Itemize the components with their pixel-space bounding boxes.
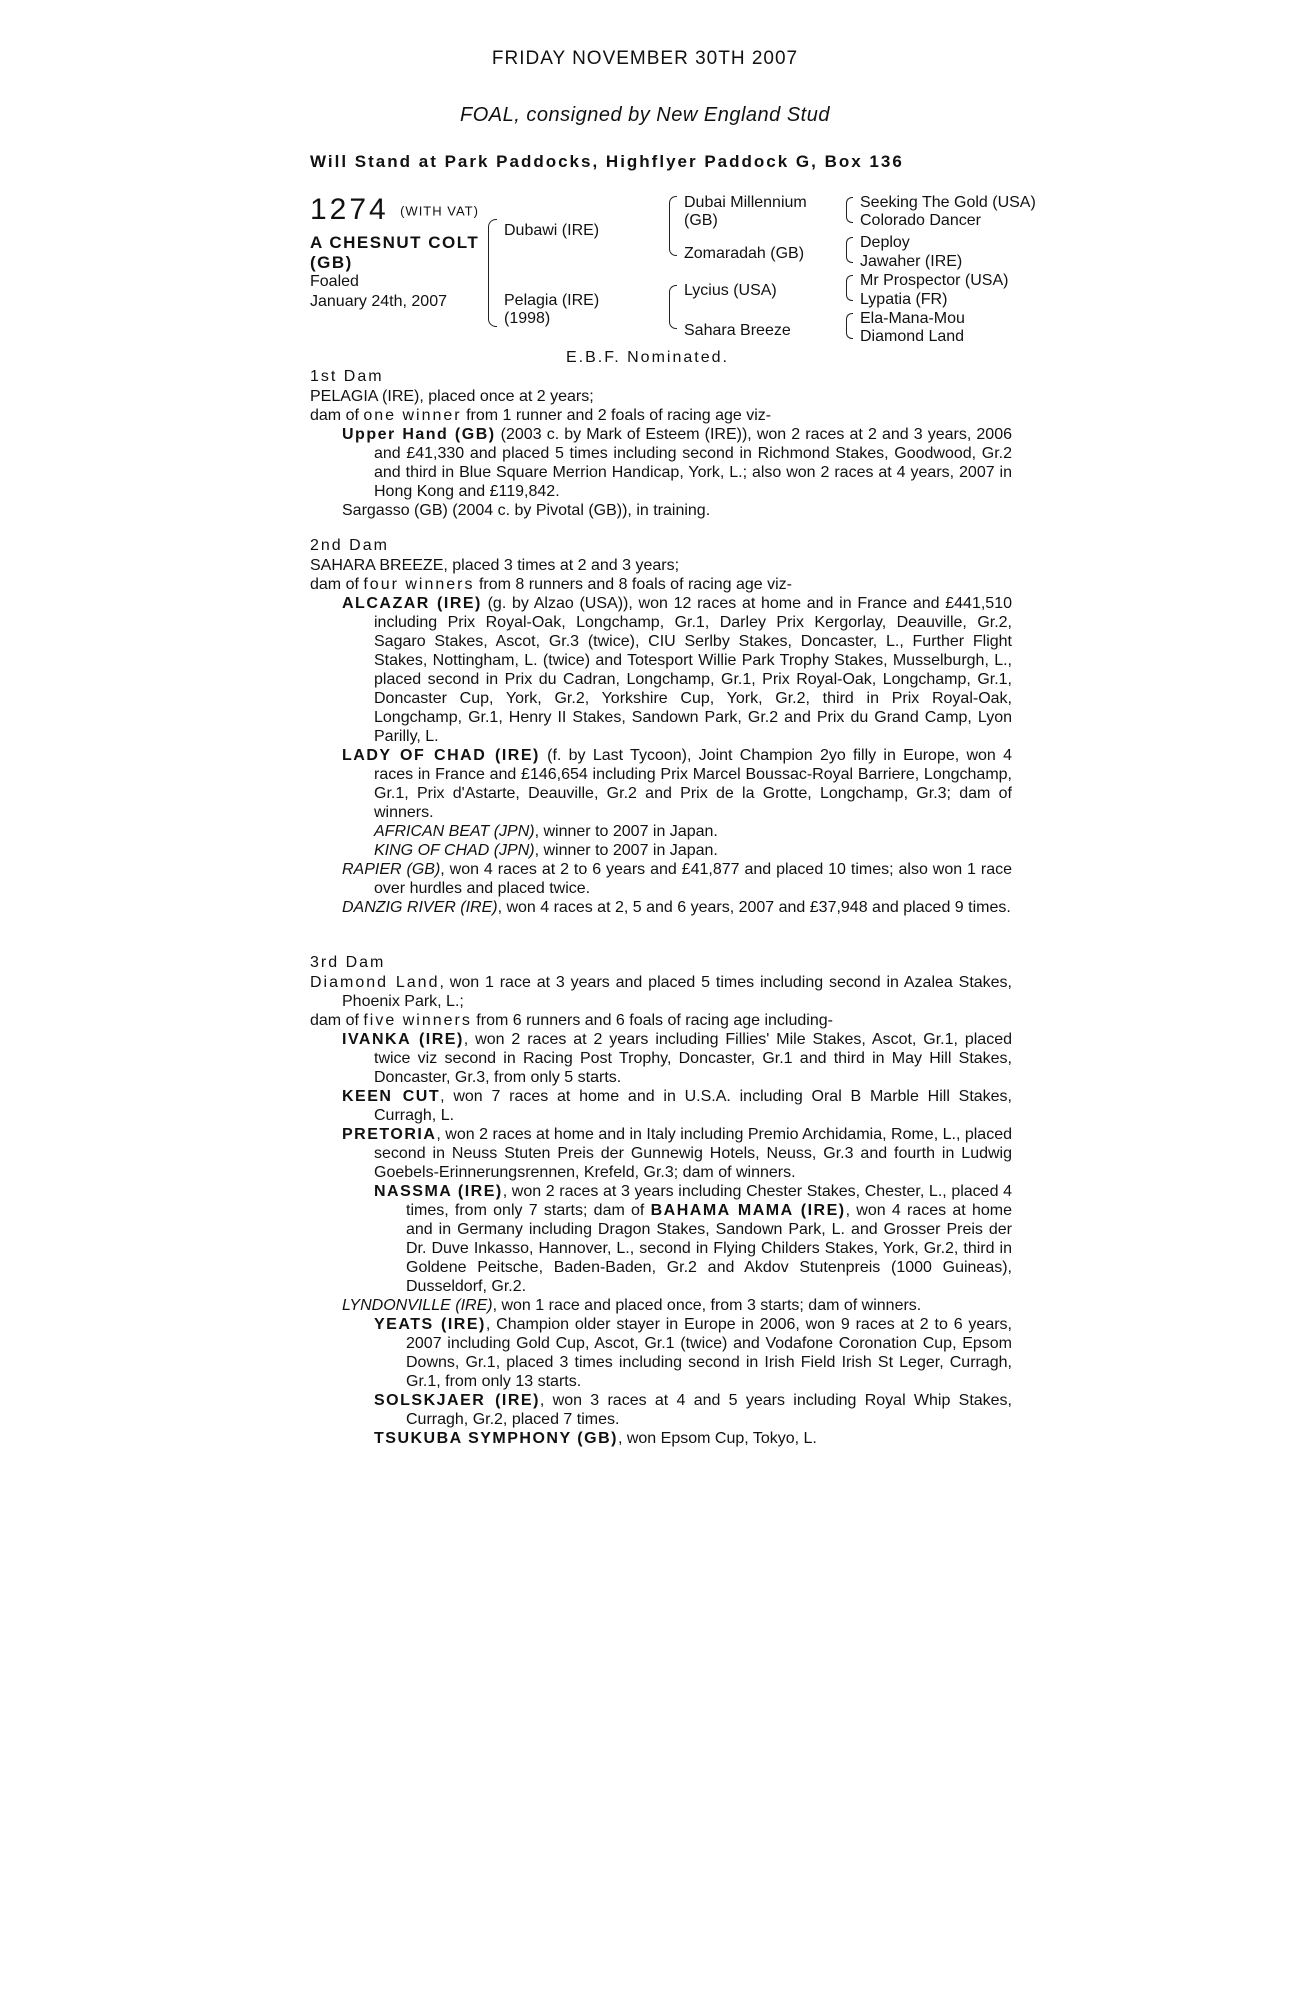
pedigree-dam-dam: Sahara Breeze bbox=[684, 322, 791, 339]
pedigree-sire: Dubawi (IRE) bbox=[504, 222, 600, 239]
third-dam-heading: 3rd Dam bbox=[310, 954, 386, 971]
third-dam-progeny-4a: YEATS (IRE), Champion older stayer in Europe in 2006, won 9 races at 2 to 6 years, 2007 including Gold Cup, Ascot, Gr.1 (twice) and Vodafone Coronation Cup, Epsom Downs, Gr.1, placed 3 times including second in Irish Field Irish St Leger, Curragh, Gr.1, from only 13 starts. bbox=[374, 1316, 1013, 1390]
first-dam-line1: PELAGIA (IRE), placed once at 2 years; bbox=[310, 388, 594, 405]
second-dam-progeny-3: RAPIER (GB), won 4 races at 2 to 6 years and £41,877 and placed 10 times; also won 1 race over hurdles and placed twice. bbox=[342, 861, 1013, 897]
second-dam-progeny-2b: KING OF CHAD (JPN), winner to 2007 in Japan. bbox=[374, 842, 718, 859]
second-dam-progeny-2: LADY OF CHAD (IRE) (f. by Last Tycoon), Joint Champion 2yo filly in Europe, won 4 races in France and £146,654 including Prix Marcel Boussac-Royal Barriere, Longchamp, Gr.1, Prix d'Astarte, Deauville, Gr.2 and Prix de la Grotte, Longchamp, Gr.3; dam of winners. bbox=[342, 747, 1012, 821]
pedigree-dds: Ela-Mana-Mou bbox=[860, 310, 965, 327]
lot-number-value: 1274 bbox=[310, 193, 389, 226]
pedigree-brace-main bbox=[488, 219, 497, 327]
pedigree-dam-sire: Lycius (USA) bbox=[684, 282, 777, 299]
pedigree-dss: Mr Prospector (USA) bbox=[860, 272, 1009, 289]
pedigree-dsd: Lypatia (FR) bbox=[860, 291, 948, 308]
pedigree-brace-sire bbox=[669, 196, 677, 256]
pedigree-sire-dam: Zomaradah (GB) bbox=[684, 245, 805, 262]
third-dam-progeny-2: KEEN CUT, won 7 races at home and in U.S.A. including Oral B Marble Hill Stakes, Curragh, L. bbox=[342, 1088, 1013, 1124]
second-dam-progeny-4: DANZIG RIVER (IRE), won 4 races at 2, 5 and 6 years, 2007 and £37,948 and placed 9 times. bbox=[342, 899, 1011, 916]
second-dam-progeny-1: ALCAZAR (IRE) (g. by Alzao (USA)), won 12 races at home and in France and £441,510 including Prix Royal-Oak, Longchamp, Gr.1, Darley Prix Kergorlay, Deauville, Gr.2, Sagaro Stakes, Ascot, Gr.3 (twice), CIU Serlby Stakes, Doncaster, L., Further Flight Stakes, Nottingham, L. (twice) and Totesport Willie Park Trophy Stakes, Musselburgh, L., placed second in Prix du Cadran, Longchamp, Gr.1, Prix Royal-Oak, Longchamp, Gr.1, Doncaster Cup, York, Gr.2, Yorkshire Cup, York, Gr.2, third in Prix Royal-Oak, Longchamp, Gr.1, Henry II Stakes, Sandown Park, Gr.2 and Prix du Grand Camp, Lyon Parilly, L. bbox=[342, 595, 1012, 745]
second-dam-heading: 2nd Dam bbox=[310, 537, 389, 554]
first-dam-summary: dam of one winner from 1 runner and 2 foals of racing age viz- bbox=[310, 407, 772, 424]
pedigree-brace-3b bbox=[846, 237, 853, 263]
pedigree-brace-3d bbox=[846, 313, 853, 339]
ebf-nominated: E.B.F. Nominated. bbox=[566, 349, 729, 366]
third-dam-progeny-3a: NASSMA (IRE), won 2 races at 3 years including Chester Stakes, Chester, L., placed 4 times, from only 7 starts; dam of BAHAMA MAMA (IRE), won 4 races at home and in Germany including Dragon Stakes, Sandown Park, L. and Grosser Preis der Dr. Duve Inkasso, Hannover, L., second in Flying Childers Stakes, York, Gr.2, third in Goldene Peitsche, Baden-Baden, Gr.2 and Akdov Stutenpreis (1000 Guineas), Dusseldorf, Gr.2. bbox=[374, 1183, 1013, 1295]
pedigree-brace-3c bbox=[846, 275, 853, 301]
foaled-label: Foaled bbox=[310, 273, 359, 290]
lot-number bbox=[310, 193, 479, 227]
sale-date: FRIDAY NOVEMBER 30TH 2007 bbox=[491, 48, 799, 69]
consignment-line: FOAL, consigned by New England Stud bbox=[460, 104, 830, 126]
stand-location: Will Stand at Park Paddocks, Highflyer Paddock G, Box 136 bbox=[310, 152, 904, 171]
pedigree-sire-sire: Dubai Millennium (GB) bbox=[684, 194, 807, 229]
pedigree-ddd: Diamond Land bbox=[860, 328, 965, 345]
third-dam-progeny-1: IVANKA (IRE), won 2 races at 2 years including Fillies' Mile Stakes, Ascot, Gr.1, placed twice viz second in Racing Post Trophy, Doncaster, Gr.1 and third in May Hill Stakes, Doncaster, Gr.3, from only 5 starts. bbox=[342, 1031, 1012, 1086]
pedigree-ssd: Colorado Dancer bbox=[860, 212, 981, 229]
foaled-date: January 24th, 2007 bbox=[310, 293, 447, 310]
third-dam-progeny-3: PRETORIA, won 2 races at home and in Italy including Premio Archidamia, Rome, L., placed second in Neuss Stuten Preis der Gunnewig Hotels, Neuss, Gr.3 and fourth in Ludwig Goebels-Erinnerungsrennen, Krefeld, Gr.3; dam of winners. bbox=[342, 1126, 1012, 1181]
foaled-info bbox=[310, 272, 447, 312]
lot-description-line2: (GB) bbox=[310, 253, 353, 272]
pedigree-dam: Pelagia (IRE) (1998) bbox=[504, 292, 600, 327]
second-dam-progeny-2a: AFRICAN BEAT (JPN), winner to 2007 in Japan. bbox=[374, 823, 718, 840]
pedigree-brace-dam bbox=[669, 285, 677, 329]
second-dam-summary: dam of four winners from 8 runners and 8 foals of racing age viz- bbox=[310, 576, 793, 593]
lot-description-line1: A CHESNUT COLT bbox=[310, 233, 480, 252]
pedigree-brace-3a bbox=[846, 197, 853, 223]
lot-description bbox=[310, 233, 479, 273]
second-dam-line1: SAHARA BREEZE, placed 3 times at 2 and 3 years; bbox=[310, 557, 680, 574]
pedigree-sss: Seeking The Gold (USA) bbox=[860, 194, 1036, 211]
third-dam-summary: dam of five winners from 6 runners and 6 foals of racing age including- bbox=[310, 1012, 833, 1029]
third-dam-progeny-4c: TSUKUBA SYMPHONY (GB), won Epsom Cup, Tokyo, L. bbox=[374, 1430, 817, 1447]
pedigree-sdd: Jawaher (IRE) bbox=[860, 253, 963, 270]
third-dam-progeny-4: LYNDONVILLE (IRE), won 1 race and placed once, from 3 starts; dam of winners. bbox=[342, 1297, 922, 1314]
first-dam-progeny-1: Upper Hand (GB) (2003 c. by Mark of Esteem (IRE)), won 2 races at 2 and 3 years, 2006 and £41,330 and placed 5 times including second in Richmond Stakes, Goodwood, Gr.2 and third in Blue Square Merrion Handicap, York, L.; also won 2 races at 4 years, 2007 in Hong Kong and £119,842. bbox=[342, 426, 1012, 500]
first-dam-heading: 1st Dam bbox=[310, 368, 384, 385]
third-dam-line1: Diamond Land, won 1 race at 3 years and placed 5 times including second in Azalea Stakes, Phoenix Park, L.; bbox=[310, 974, 1013, 1010]
first-dam-progeny-2: Sargasso (GB) (2004 c. by Pivotal (GB)), in training. bbox=[342, 502, 711, 519]
third-dam-progeny-4b: SOLSKJAER (IRE), won 3 races at 4 and 5 years including Royal Whip Stakes, Curragh, Gr.2, placed 7 times. bbox=[374, 1392, 1013, 1428]
vat-note: (WITH VAT) bbox=[400, 203, 479, 219]
pedigree-sds: Deploy bbox=[860, 234, 910, 251]
